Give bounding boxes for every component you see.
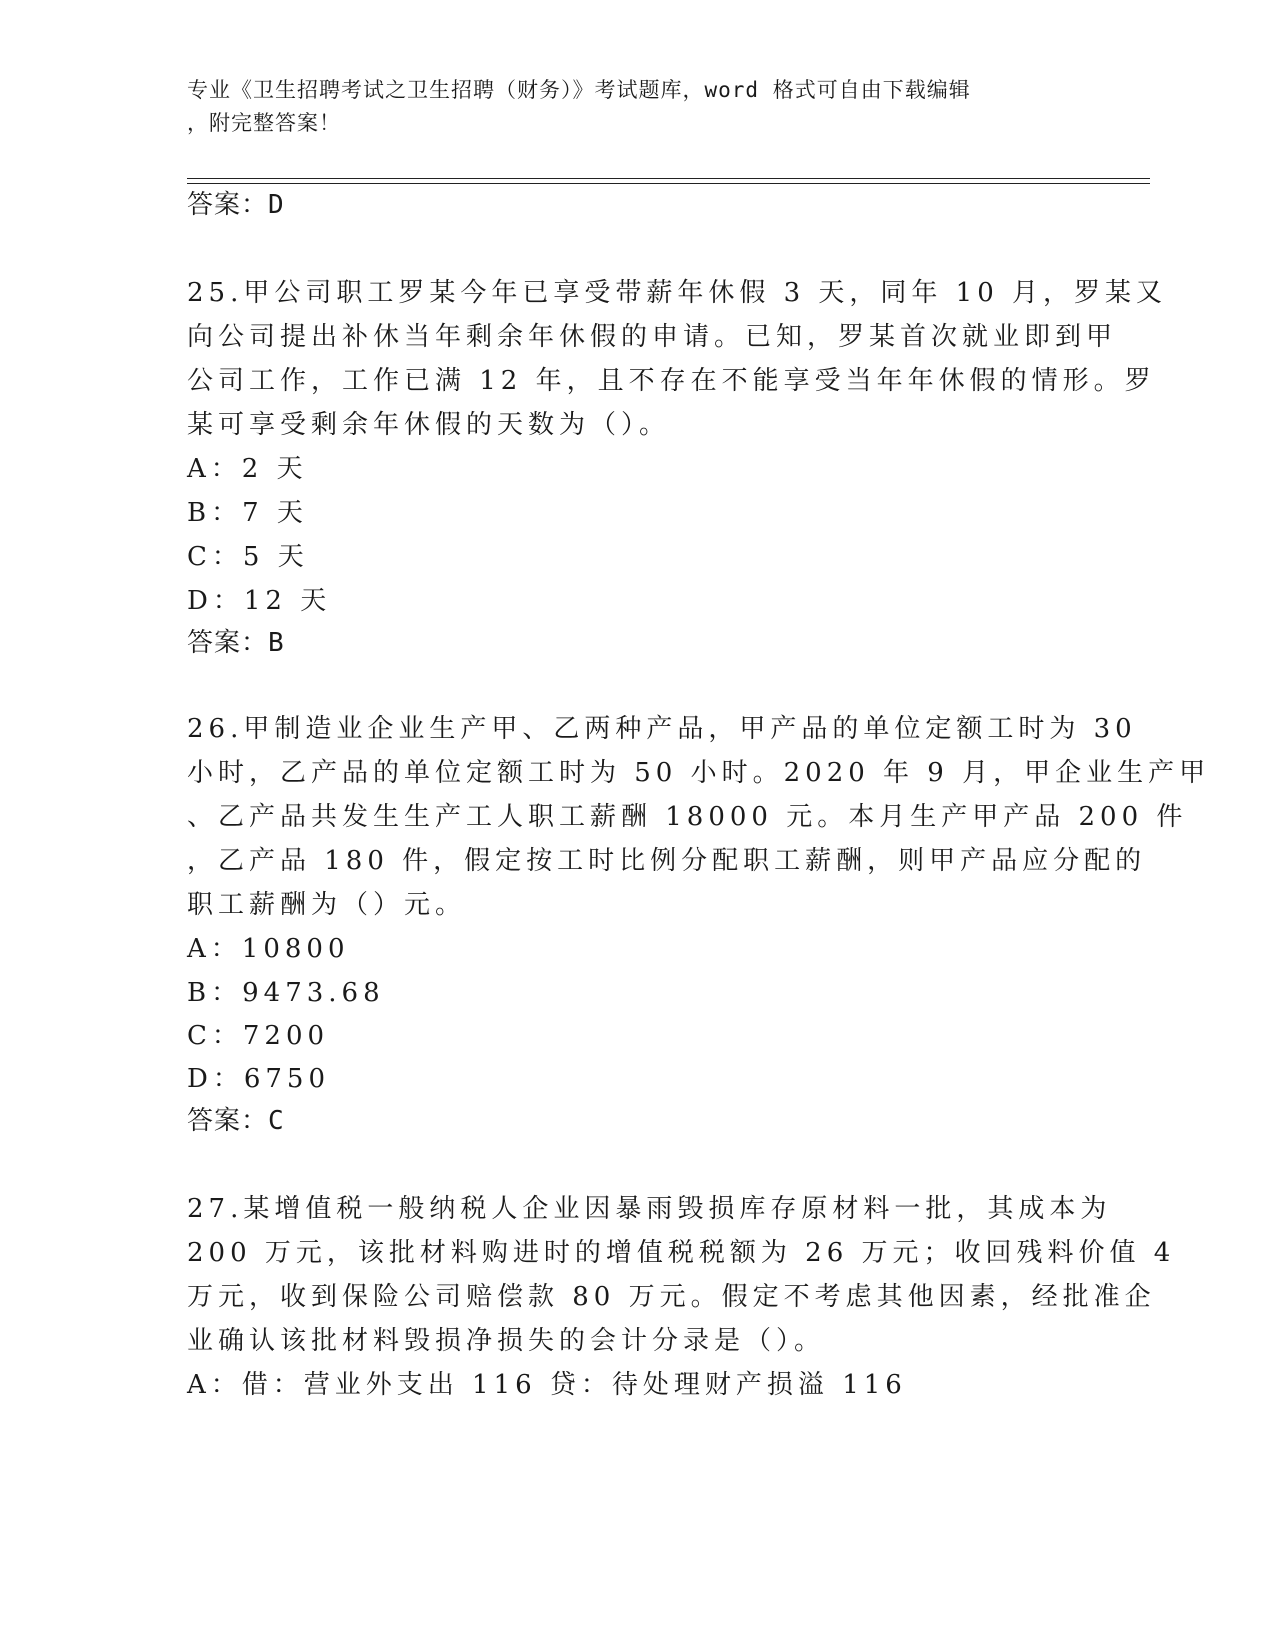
- q26-answer: 答案：C: [187, 1106, 285, 1136]
- q26-option-d: D：6750: [187, 1064, 331, 1094]
- q26-text-line-1: 26.甲制造业企业生产甲、乙两种产品，甲产品的单位定额工时为 30: [187, 714, 1137, 744]
- q27-text-line-1: 27.某增值税一般纳税人企业因暴雨毁损库存原材料一批，其成本为: [187, 1194, 1112, 1224]
- q25-answer: 答案：B: [187, 628, 285, 658]
- q25-text-line-1: 25.甲公司职工罗某今年已享受带薪年休假 3 天，同年 10 月，罗某又: [187, 278, 1168, 308]
- q26-option-c: C：7200: [187, 1021, 330, 1051]
- header-line-2: ，附完整答案！: [187, 111, 341, 135]
- header-line-1: 专业《卫生招聘考试之卫生招聘（财务）》考试题库，word 格式可自由下载编辑: [187, 78, 971, 102]
- q26-text-line-4: ，乙产品 180 件，假定按工时比例分配职工薪酬，则甲产品应分配的: [187, 846, 1147, 876]
- q27-option-a: A：借：营业外支出 116 贷：待处理财产损溢 116: [187, 1370, 907, 1400]
- q25-text-line-4: 某可享受剩余年休假的天数为（）。: [187, 410, 671, 440]
- q25-option-b: B：7 天: [187, 498, 308, 528]
- q26-text-line-3: 、乙产品共发生生产工人职工薪酬 18000 元。本月生产甲产品 200 件: [187, 802, 1188, 832]
- q25-text-line-3: 公司工作，工作已满 12 年，且不存在不能享受当年年休假的情形。罗: [187, 366, 1156, 396]
- q26-option-a: A：10800: [187, 934, 350, 964]
- q27-text-line-2: 200 万元，该批材料购进时的增值税税额为 26 万元；收回残料价值 4: [187, 1238, 1176, 1268]
- q27-text-line-3: 万元，收到保险公司赔偿款 80 万元。假定不考虑其他因素，经批准企: [187, 1282, 1156, 1312]
- q25-option-c: C：5 天: [187, 542, 309, 572]
- q27-text-line-4: 业确认该批材料毁损净损失的会计分录是（）。: [187, 1326, 826, 1356]
- header-divider-bottom: [187, 183, 1150, 184]
- q26-text-line-2: 小时，乙产品的单位定额工时为 50 小时。2020 年 9 月，甲企业生产甲: [187, 758, 1211, 788]
- q25-text-line-2: 向公司提出补休当年剩余年休假的申请。已知，罗某首次就业即到甲: [187, 322, 1118, 352]
- answer-24: 答案：D: [187, 190, 285, 220]
- q25-option-a: A：2 天: [187, 454, 308, 484]
- header-divider-top: [187, 178, 1150, 179]
- document-header: [187, 74, 1067, 140]
- q26-option-b: B：9473.68: [187, 978, 385, 1008]
- q25-option-d: D：12 天: [187, 586, 332, 616]
- q26-text-line-5: 职工薪酬为（）元。: [187, 890, 467, 920]
